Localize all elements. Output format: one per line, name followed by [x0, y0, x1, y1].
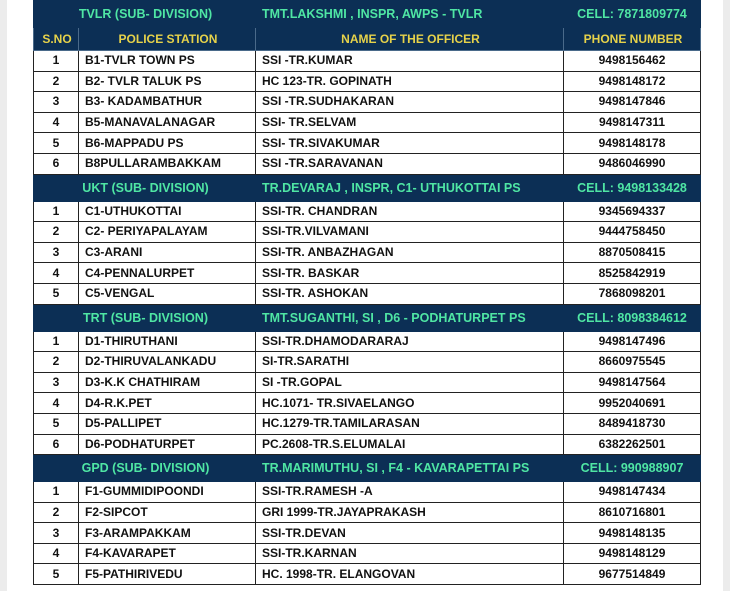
phone-number: 8870508415 [564, 242, 701, 263]
table-row [34, 133, 701, 154]
serial-number: 3 [34, 372, 79, 393]
subdivision-name: GPD (SUB- DIVISION) [34, 455, 256, 482]
police-station: D3-K.K CHATHIRAM [79, 372, 256, 393]
subdivision-officer: TR.MARIMUTHU, SI , F4 - KAVARAPETTAI PS [256, 455, 564, 482]
table-row [34, 242, 701, 263]
phone-number: 7868098201 [564, 283, 701, 304]
table-row [34, 331, 701, 352]
officer-name: SSI-TR. BASKAR [256, 263, 564, 284]
serial-number: 3 [34, 242, 79, 263]
phone-number: 9498147496 [564, 331, 701, 352]
serial-number: 1 [34, 51, 79, 72]
serial-number: 4 [34, 263, 79, 284]
police-station: B6-MAPPADU PS [79, 133, 256, 154]
police-station: D4-R.K.PET [79, 393, 256, 414]
officer-name: SI-TR.SARATHI [256, 352, 564, 373]
officer-name: SSI- TR.SELVAM [256, 112, 564, 133]
subdivision-name: TRT (SUB- DIVISION) [34, 304, 256, 331]
subdivision-header-row [34, 174, 701, 201]
police-station: F2-SIPCOT [79, 502, 256, 523]
officer-name: SI -TR.GOPAL [256, 372, 564, 393]
police-station: F3-ARAMPAKKAM [79, 523, 256, 544]
table-row [34, 153, 701, 174]
serial-number: 3 [34, 92, 79, 113]
serial-number: 6 [34, 153, 79, 174]
police-station: D2-THIRUVALANKADU [79, 352, 256, 373]
police-station: F4-KAVARAPET [79, 543, 256, 564]
phone-number: 9486046990 [564, 153, 701, 174]
subdivision-cell: CELL: 990988907 [564, 455, 701, 482]
officer-name: HC 123-TR. GOPINATH [256, 71, 564, 92]
subdivision-name: TVLR (SUB- DIVISION) [34, 1, 256, 28]
officer-name: SSI-TR.RAMESH -A [256, 482, 564, 503]
phone-number: 8489418730 [564, 413, 701, 434]
phone-number: 9498156462 [564, 51, 701, 72]
phone-number: 9498147846 [564, 92, 701, 113]
serial-number: 1 [34, 331, 79, 352]
police-station: B5-MANAVALANAGAR [79, 112, 256, 133]
serial-number: 6 [34, 434, 79, 455]
officer-name: SSI-TR.DHAMODARARAJ [256, 331, 564, 352]
police-station: C1-UTHUKOTTAI [79, 201, 256, 222]
table-body [34, 1, 701, 585]
table-row [34, 51, 701, 72]
phone-number: 9498148178 [564, 133, 701, 154]
officer-name: SSI-TR.VILVAMANI [256, 222, 564, 243]
phone-number: 9677514849 [564, 564, 701, 585]
serial-number: 2 [34, 222, 79, 243]
column-header-officer: NAME OF THE OFFICER [256, 28, 564, 51]
police-contact-table [33, 0, 701, 585]
subdivision-officer: TMT.SUGANTHI, SI , D6 - PODHATURPET PS [256, 304, 564, 331]
officer-name: SSI- TR.SIVAKUMAR [256, 133, 564, 154]
officer-name: HC.1071- TR.SIVAELANGO [256, 393, 564, 414]
officer-name: SSI -TR.SUDHAKARAN [256, 92, 564, 113]
police-station: C2- PERIYAPALAYAM [79, 222, 256, 243]
police-station: B1-TVLR TOWN PS [79, 51, 256, 72]
police-station: B3- KADAMBATHUR [79, 92, 256, 113]
column-header-station: POLICE STATION [79, 28, 256, 51]
serial-number: 3 [34, 523, 79, 544]
serial-number: 4 [34, 543, 79, 564]
serial-number: 2 [34, 352, 79, 373]
officer-name: SSI-TR.KARNAN [256, 543, 564, 564]
police-station: F1-GUMMIDIPOONDI [79, 482, 256, 503]
subdivision-cell: CELL: 7871809774 [564, 1, 701, 28]
table-row [34, 393, 701, 414]
subdivision-cell: CELL: 8098384612 [564, 304, 701, 331]
officer-name: SSI-TR. CHANDRAN [256, 201, 564, 222]
police-station: C5-VENGAL [79, 283, 256, 304]
subdivision-name: UKT (SUB- DIVISION) [34, 174, 256, 201]
police-station: C4-PENNALURPET [79, 263, 256, 284]
table-row [34, 71, 701, 92]
serial-number: 5 [34, 133, 79, 154]
table-row [34, 564, 701, 585]
serial-number: 2 [34, 71, 79, 92]
police-station: D6-PODHATURPET [79, 434, 256, 455]
officer-name: HC.1279-TR.TAMILARASAN [256, 413, 564, 434]
phone-number: 9498148135 [564, 523, 701, 544]
serial-number: 1 [34, 482, 79, 503]
table-row [34, 482, 701, 503]
subdivision-officer: TMT.LAKSHMI , INSPR, AWPS - TVLR [256, 1, 564, 28]
table-row [34, 543, 701, 564]
officer-name: SSI -TR.KUMAR [256, 51, 564, 72]
phone-number: 9444758450 [564, 222, 701, 243]
serial-number: 2 [34, 502, 79, 523]
table-row [34, 222, 701, 243]
column-header-sno: S.NO [34, 28, 79, 51]
phone-number: 9498148129 [564, 543, 701, 564]
table-row [34, 92, 701, 113]
phone-number: 9498147564 [564, 372, 701, 393]
officer-name: HC. 1998-TR. ELANGOVAN [256, 564, 564, 585]
police-station: B2- TVLR TALUK PS [79, 71, 256, 92]
column-header-row [34, 28, 701, 51]
subdivision-cell: CELL: 9498133428 [564, 174, 701, 201]
subdivision-header-row [34, 304, 701, 331]
police-station: C3-ARANI [79, 242, 256, 263]
table-row [34, 263, 701, 284]
subdivision-header-row [34, 455, 701, 482]
column-header-phone: PHONE NUMBER [564, 28, 701, 51]
table-row [34, 352, 701, 373]
table-row [34, 502, 701, 523]
subdivision-header-row [34, 1, 701, 28]
subdivision-officer: TR.DEVARAJ , INSPR, C1- UTHUKOTTAI PS [256, 174, 564, 201]
police-station: D1-THIRUTHANI [79, 331, 256, 352]
serial-number: 5 [34, 564, 79, 585]
table-row [34, 112, 701, 133]
table-row [34, 372, 701, 393]
police-station: D5-PALLIPET [79, 413, 256, 434]
phone-number: 9498148172 [564, 71, 701, 92]
phone-number: 9498147434 [564, 482, 701, 503]
table-row [34, 283, 701, 304]
table-row [34, 413, 701, 434]
officer-name: SSI-TR.DEVAN [256, 523, 564, 544]
phone-number: 6382262501 [564, 434, 701, 455]
officer-name: PC.2608-TR.S.ELUMALAI [256, 434, 564, 455]
officer-name: SSI-TR. ANBAZHAGAN [256, 242, 564, 263]
serial-number: 5 [34, 283, 79, 304]
serial-number: 5 [34, 413, 79, 434]
phone-number: 8525842919 [564, 263, 701, 284]
serial-number: 1 [34, 201, 79, 222]
officer-name: GRI 1999-TR.JAYAPRAKASH [256, 502, 564, 523]
serial-number: 4 [34, 112, 79, 133]
phone-number: 9952040691 [564, 393, 701, 414]
table-row [34, 434, 701, 455]
officer-name: SSI-TR. ASHOKAN [256, 283, 564, 304]
police-station: F5-PATHIRIVEDU [79, 564, 256, 585]
police-station: B8PULLARAMBAKKAM [79, 153, 256, 174]
phone-number: 8660975545 [564, 352, 701, 373]
table-row [34, 201, 701, 222]
phone-number: 9498147311 [564, 112, 701, 133]
serial-number: 4 [34, 393, 79, 414]
officer-name: SSI -TR.SARAVANAN [256, 153, 564, 174]
table-row [34, 523, 701, 544]
phone-number: 9345694337 [564, 201, 701, 222]
phone-number: 8610716801 [564, 502, 701, 523]
